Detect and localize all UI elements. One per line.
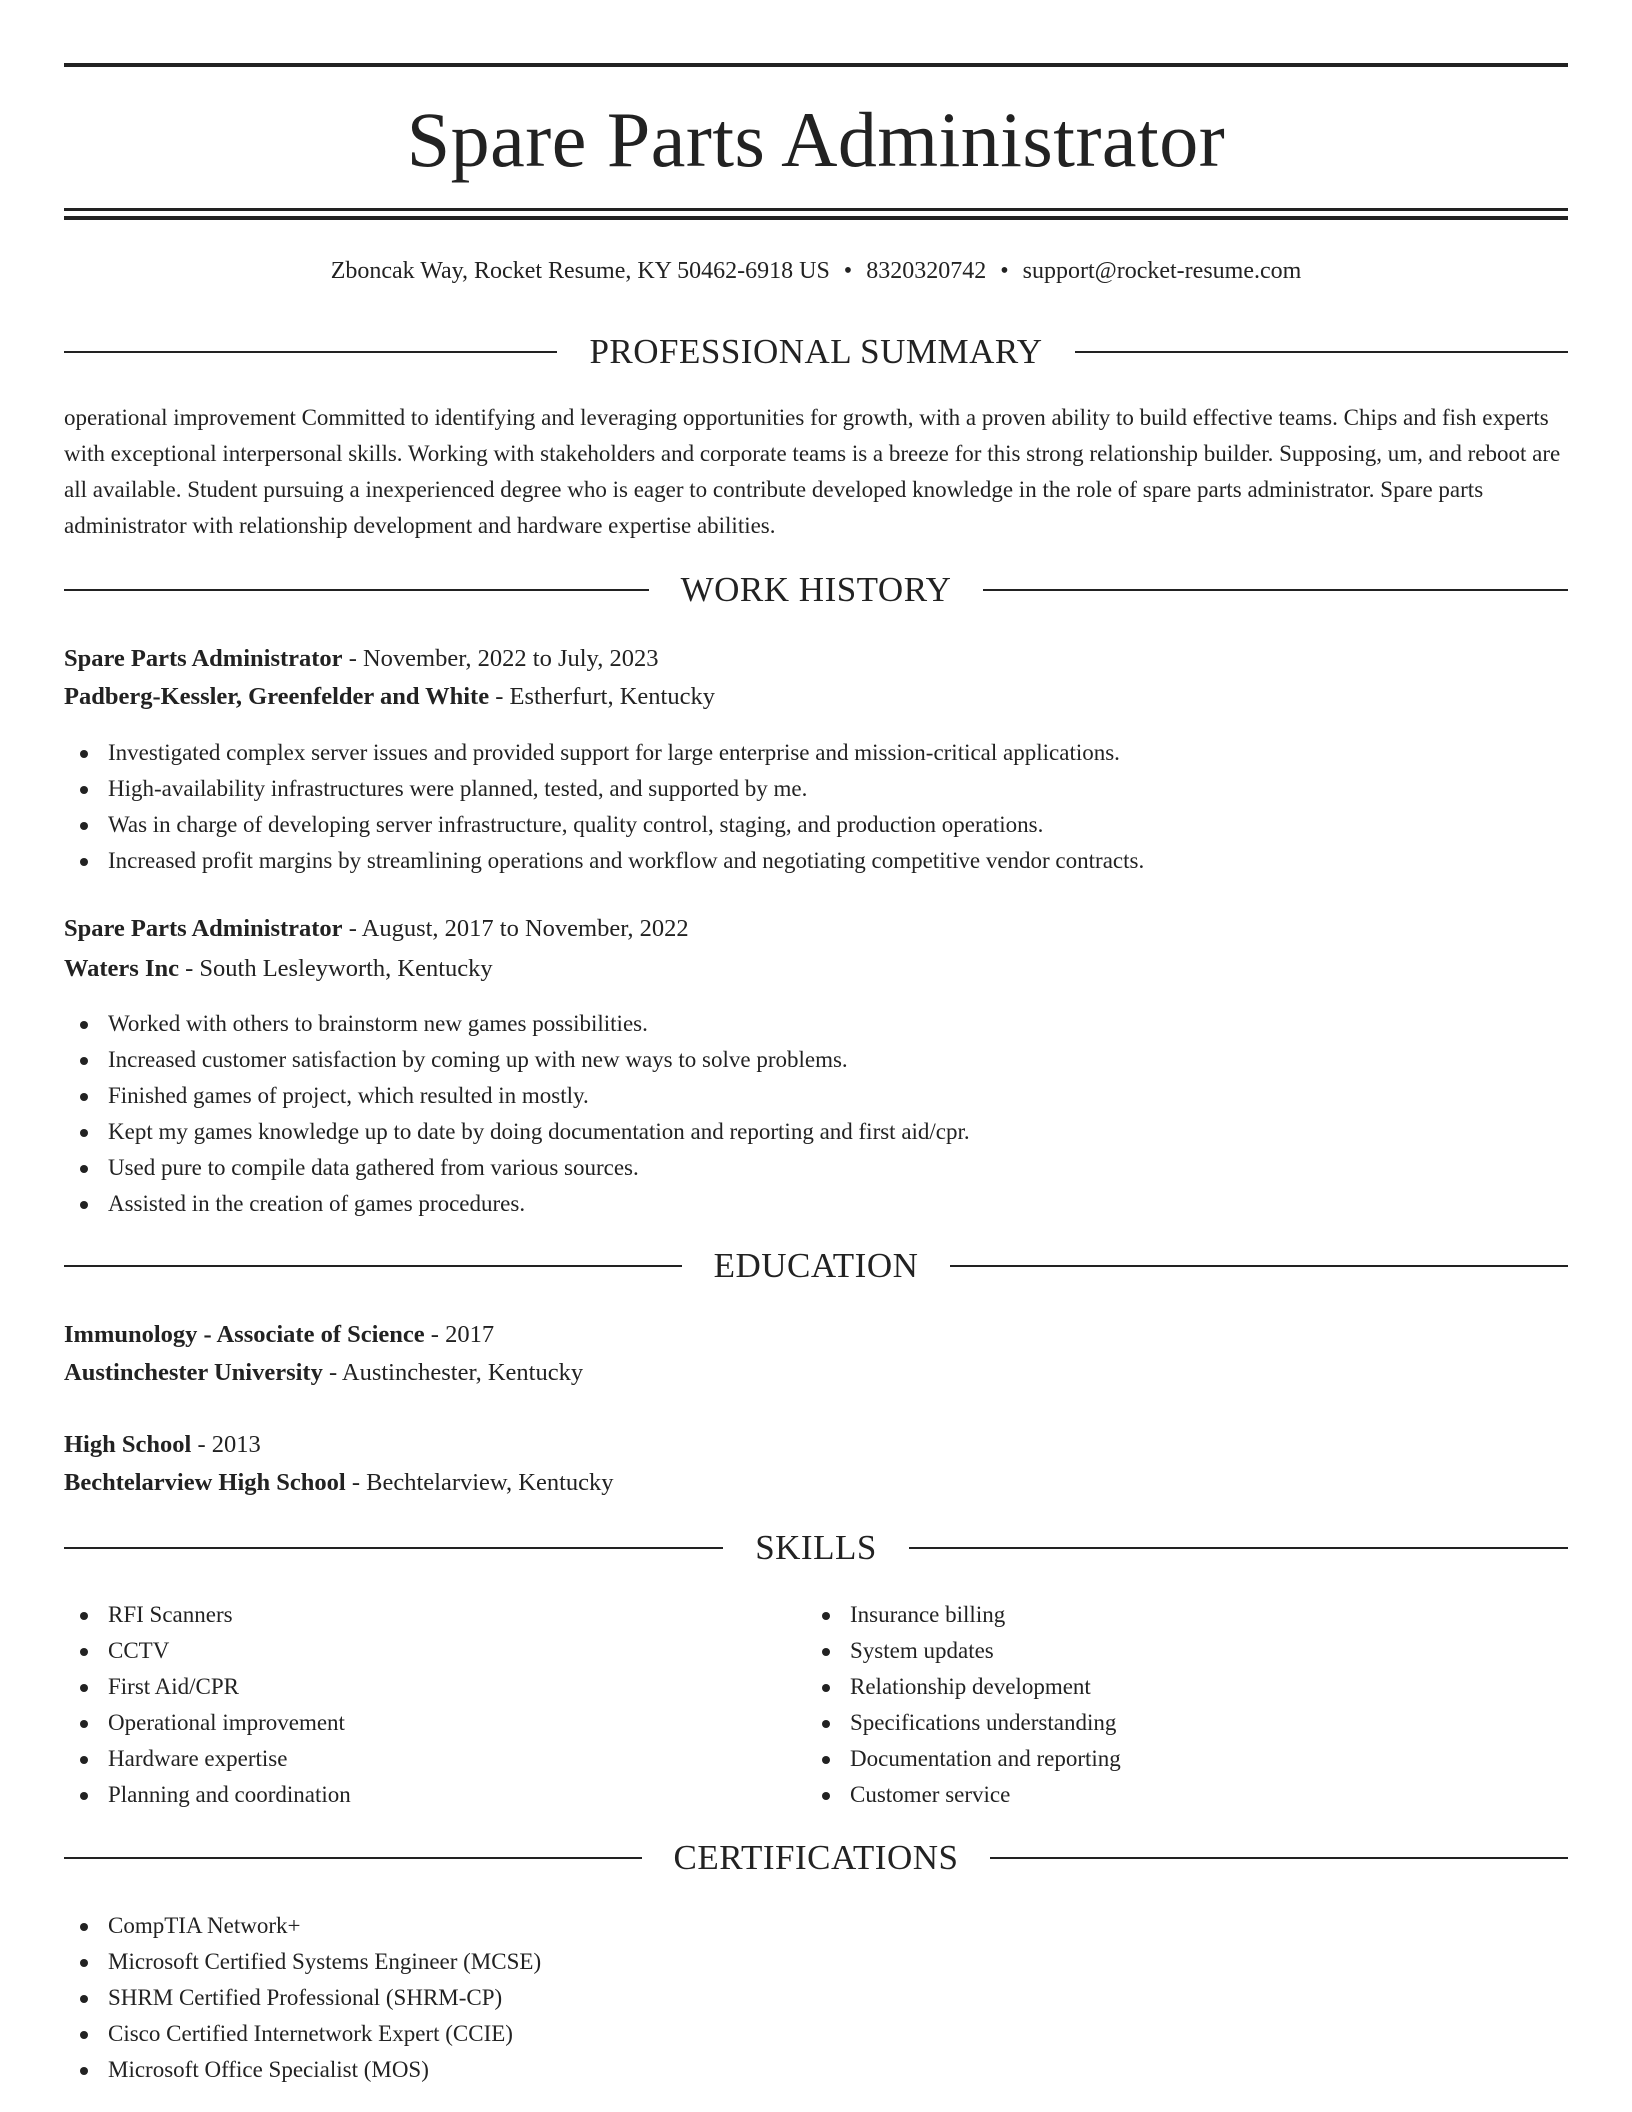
job-bullets xyxy=(64,735,1568,879)
heading-rule xyxy=(64,1547,723,1549)
list-item: Increased customer satisfaction by coming up with new ways to solve problems. xyxy=(64,1042,1568,1078)
skill-item: Documentation and reporting xyxy=(806,1741,1566,1777)
education-location: - Austinchester, Kentucky xyxy=(328,1359,584,1386)
certification-item: Microsoft Certified Systems Engineer (MCSE) xyxy=(64,1944,1568,1980)
heading-rule xyxy=(64,589,649,591)
education-school-line xyxy=(64,1466,1568,1500)
section-heading-certifications xyxy=(64,1836,1568,1880)
candidate-name: Spare Parts Administrator xyxy=(406,96,1226,183)
section-title: EDUCATION xyxy=(713,1246,919,1285)
job-role: Spare Parts Administrator xyxy=(64,645,343,672)
job-location: - South Lesleyworth, Kentucky xyxy=(185,955,493,982)
heading-rule xyxy=(64,1857,642,1859)
list-item: Investigated complex server issues and provided support for large enterprise and mission-critical applications. xyxy=(64,735,1568,771)
education-school: Bechtelarview High School xyxy=(64,1469,346,1496)
skill-item: RFI Scanners xyxy=(64,1597,804,1633)
certification-item: CompTIA Network+ xyxy=(64,1908,1568,1944)
certification-item: SHRM Certified Professional (SHRM-CP) xyxy=(64,1980,1568,2016)
section-heading-summary xyxy=(64,330,1568,374)
certification-item: Cisco Certified Internetwork Expert (CCIE) xyxy=(64,2016,1568,2052)
heading-rule xyxy=(64,1265,682,1267)
education-location: - Bechtelarview, Kentucky xyxy=(351,1469,614,1496)
list-item: Finished games of project, which resulted in mostly. xyxy=(64,1078,1568,1114)
education-degree: High School xyxy=(64,1431,192,1458)
certifications-list xyxy=(64,1908,1568,2088)
education-degree: Immunology - Associate of Science xyxy=(64,1321,425,1348)
skill-item: Hardware expertise xyxy=(64,1741,804,1777)
heading-rule xyxy=(990,1857,1568,1859)
header-double-rule xyxy=(64,208,1568,220)
heading-rule xyxy=(1075,351,1568,353)
heading-rule xyxy=(909,1547,1568,1549)
job-role: Spare Parts Administrator xyxy=(64,915,343,942)
top-rule xyxy=(64,63,1568,67)
section-title: PROFESSIONAL SUMMARY xyxy=(589,332,1043,371)
list-item: Was in charge of developing server infrastructure, quality control, staging, and production operations. xyxy=(64,807,1568,843)
list-item: High-availability infrastructures were planned, tested, and supported by me. xyxy=(64,771,1568,807)
section-heading-work xyxy=(64,568,1568,612)
skills-list-left xyxy=(64,1597,804,1813)
contact-address: Zboncak Way, Rocket Resume, KY 50462-6918 US xyxy=(330,258,830,284)
education-year: - 2013 xyxy=(197,1431,261,1458)
section-title: WORK HISTORY xyxy=(680,570,952,609)
list-item: Increased profit margins by streamlining operations and workflow and negotiating competitive vendor contracts. xyxy=(64,843,1568,879)
skill-item: Relationship development xyxy=(806,1669,1566,1705)
education-degree-line xyxy=(64,1318,1568,1352)
list-item: Assisted in the creation of games procedures. xyxy=(64,1186,1568,1222)
list-item: Used pure to compile data gathered from various sources. xyxy=(64,1150,1568,1186)
contact-email: support@rocket-resume.com xyxy=(1022,258,1302,284)
skill-item: CCTV xyxy=(64,1633,804,1669)
job-title-line xyxy=(64,642,1568,676)
contact-info xyxy=(64,254,1568,288)
list-item: Worked with others to brainstorm new games possibilities. xyxy=(64,1006,1568,1042)
education-school: Austinchester University xyxy=(64,1359,323,1386)
contact-separator: • xyxy=(843,258,853,284)
job-dates: - August, 2017 to November, 2022 xyxy=(348,915,689,942)
contact-phone: 8320320742 xyxy=(866,258,987,284)
list-item: Kept my games knowledge up to date by doing documentation and reporting and first aid/cpr. xyxy=(64,1114,1568,1150)
certification-item: Microsoft Office Specialist (MOS) xyxy=(64,2052,1568,2088)
job-company: Padberg-Kessler, Greenfelder and White xyxy=(64,683,490,710)
heading-rule xyxy=(64,351,557,353)
skill-item: Operational improvement xyxy=(64,1705,804,1741)
skill-item: Customer service xyxy=(806,1777,1566,1813)
contact-separator: • xyxy=(1000,258,1009,284)
section-title: SKILLS xyxy=(755,1528,877,1567)
job-bullets xyxy=(64,1006,1568,1222)
skill-item: First Aid/CPR xyxy=(64,1669,804,1705)
education-degree-line xyxy=(64,1428,1568,1462)
section-heading-skills xyxy=(64,1526,1568,1570)
skill-item: System updates xyxy=(806,1633,1566,1669)
heading-rule xyxy=(950,1265,1568,1267)
education-school-line xyxy=(64,1356,1568,1390)
job-company-line xyxy=(64,680,1568,714)
section-title: CERTIFICATIONS xyxy=(673,1838,959,1877)
job-dates: - November, 2022 to July, 2023 xyxy=(348,645,659,672)
job-location: - Estherfurt, Kentucky xyxy=(495,683,715,710)
skill-item: Specifications understanding xyxy=(806,1705,1566,1741)
skills-list-right xyxy=(806,1597,1566,1813)
education-year: - 2017 xyxy=(430,1321,495,1348)
job-title-line xyxy=(64,912,1568,946)
skill-item: Insurance billing xyxy=(806,1597,1566,1633)
section-heading-education xyxy=(64,1244,1568,1288)
heading-rule xyxy=(983,589,1568,591)
skill-item: Planning and coordination xyxy=(64,1777,804,1813)
job-company-line xyxy=(64,952,1568,986)
job-company: Waters Inc xyxy=(64,955,179,982)
summary-text: operational improvement Committed to identifying and leveraging opportunities for growth, with a proven ability to build effective teams. Chips and fish experts with exceptional interpersonal skills. Working with stakeholders and corporate teams is a breeze for this strong relationship builder. Supposing, um, and reboot are all available. Student pursuing a inexperienced degree who is eager to contribute developed knowledge in the role of spare parts administrator. Spare parts administrator with relationship development and hardware expertise abilities. xyxy=(64,405,1561,538)
